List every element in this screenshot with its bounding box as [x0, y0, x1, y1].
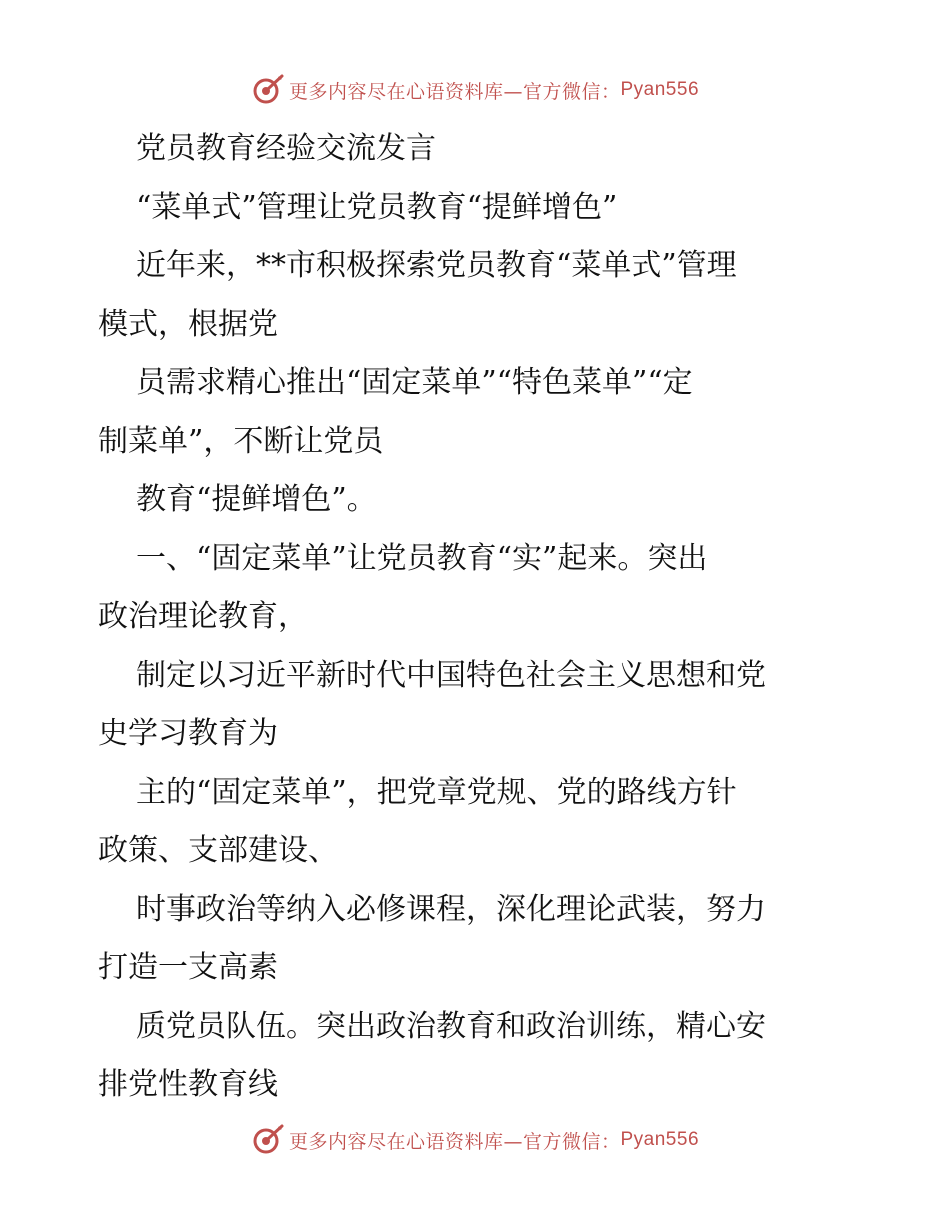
text-line: 制菜单”，不断让党员	[98, 423, 384, 459]
brand-logo-icon	[251, 73, 285, 107]
footer-watermark	[0, 1120, 950, 1160]
watermark-text: 更多内容尽在心语资料库—官方微信：	[288, 80, 621, 103]
text-line: 排党性教育线	[98, 1067, 278, 1102]
document-body	[98, 121, 858, 1116]
watermark-text: 更多内容尽在心语资料库—官方微信：	[288, 1130, 621, 1153]
text-line: 打造一支高素	[98, 950, 278, 985]
text-line: “菜单式”管理让党员教育“提鲜增色”	[136, 189, 618, 225]
text-line: 模式，根据党	[98, 306, 278, 342]
text-line: 党员教育经验交流发言	[136, 131, 436, 166]
text-line: 一、“固定菜单”让党员教育“实”起来。突出	[136, 540, 708, 576]
text-line: 主的“固定菜单”，把党章党规、党的路线方针	[136, 774, 737, 810]
text-line: 政策、支部建设、	[98, 833, 338, 868]
brand-logo-icon	[251, 1123, 285, 1157]
text-line: 政治理论教育，	[98, 599, 308, 634]
text-line: 教育“提鲜增色”。	[136, 482, 377, 517]
header-watermark	[0, 70, 950, 110]
watermark-account: Pyan556	[620, 1129, 700, 1150]
text-line: 史学习教育为	[98, 716, 278, 751]
text-line: 员需求精心推出“固定菜单”“特色菜单”“定	[136, 365, 693, 400]
text-line: 质党员队伍。突出政治教育和政治训练，精心安	[136, 1008, 766, 1044]
text-line: 制定以习近平新时代中国特色社会主义思想和党	[136, 657, 766, 693]
watermark-account: Pyan556	[620, 79, 700, 100]
text-line: 近年来，**市积极探索党员教育“菜单式”管理	[136, 248, 737, 283]
text-line: 时事政治等纳入必修课程，深化理论武装，努力	[136, 891, 766, 927]
